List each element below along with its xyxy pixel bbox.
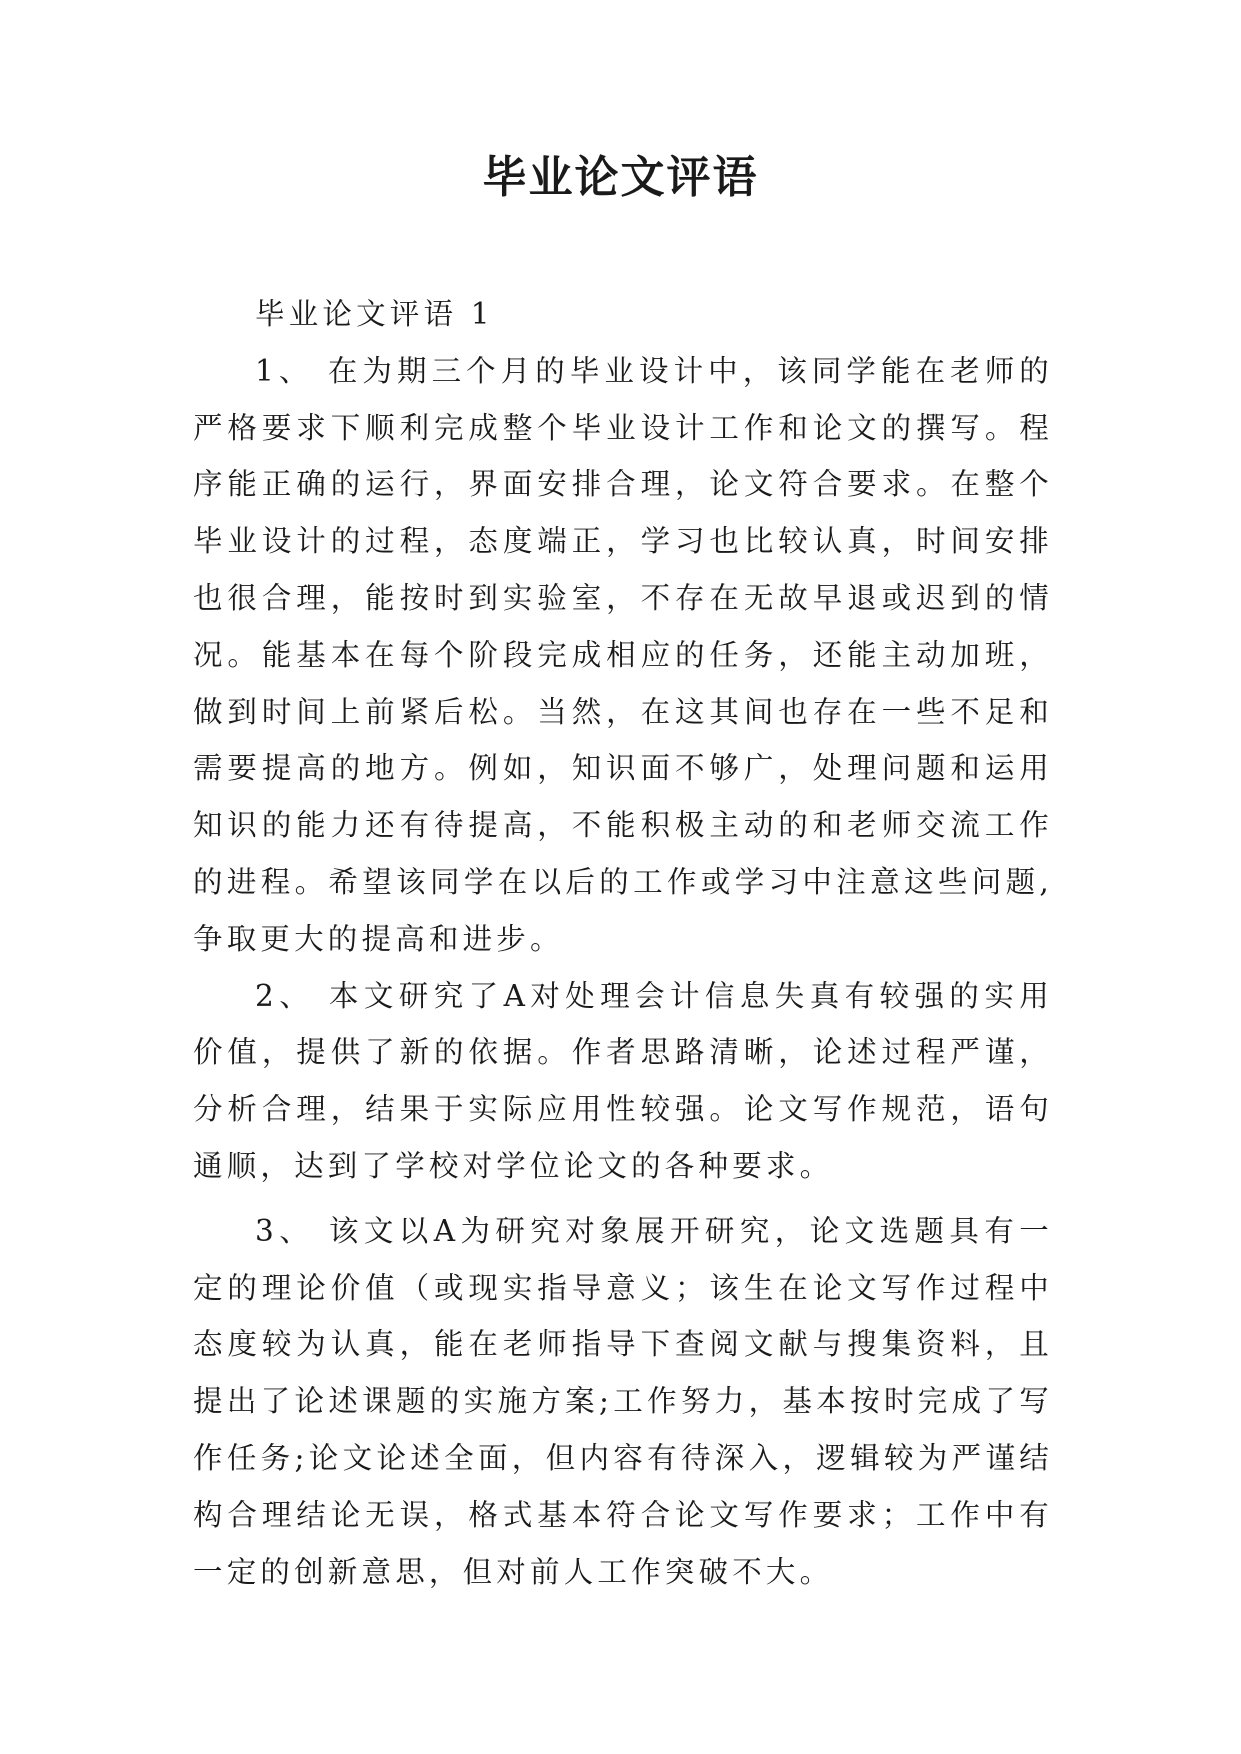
section-heading: 毕业论文评语 1 xyxy=(255,297,494,331)
paragraph-2: 2、 本文研究了A对处理会计信息失真有较强的实用价值，提供了新的依据。作者思路清晰，论述过程严谨，分析合理，结果于实际应用性较强。论文写作规范，语句通顺，达到了学校对学位论文的各种要求。 xyxy=(193,978,1053,1183)
document-body xyxy=(193,286,1053,1600)
document-title: 毕业论文评语 xyxy=(482,152,759,203)
paragraph-3: 3、 该文以A为研究对象展开研究，论文选题具有一定的理论价值（或现实指导意义；该生在论文写作过程中态度较为认真，能在老师指导下查阅文献与搜集资料，且提出了论述课题的实施方案;工作努力，基本按时完成了写作任务;论文论述全面，但内容有待深入，逻辑较为严谨结构合理结论无误，格式基本符合论文写作要求；工作中有一定的创新意思，但对前人工作突破不大。 xyxy=(193,1213,1053,1589)
paragraph-1: 1、 在为期三个月的毕业设计中，该同学能在老师的严格要求下顺利完成整个毕业设计工作和论文的撰写。程序能正确的运行，界面安排合理，论文符合要求。在整个毕业设计的过程，态度端正，学习也比较认真，时间安排也很合理，能按时到实验室，不存在无故早退或迟到的情况。能基本在每个阶段完成相应的任务，还能主动加班，做到时间上前紧后松。当然，在这其间也存在一些不足和需要提高的地方。例如，知识面不够广，处理问题和运用知识的能力还有待提高，不能积极主动的和老师交流工作的进程。希望该同学在以后的工作或学习中注意这些问题,争取更大的提高和进步。 xyxy=(193,353,1053,956)
